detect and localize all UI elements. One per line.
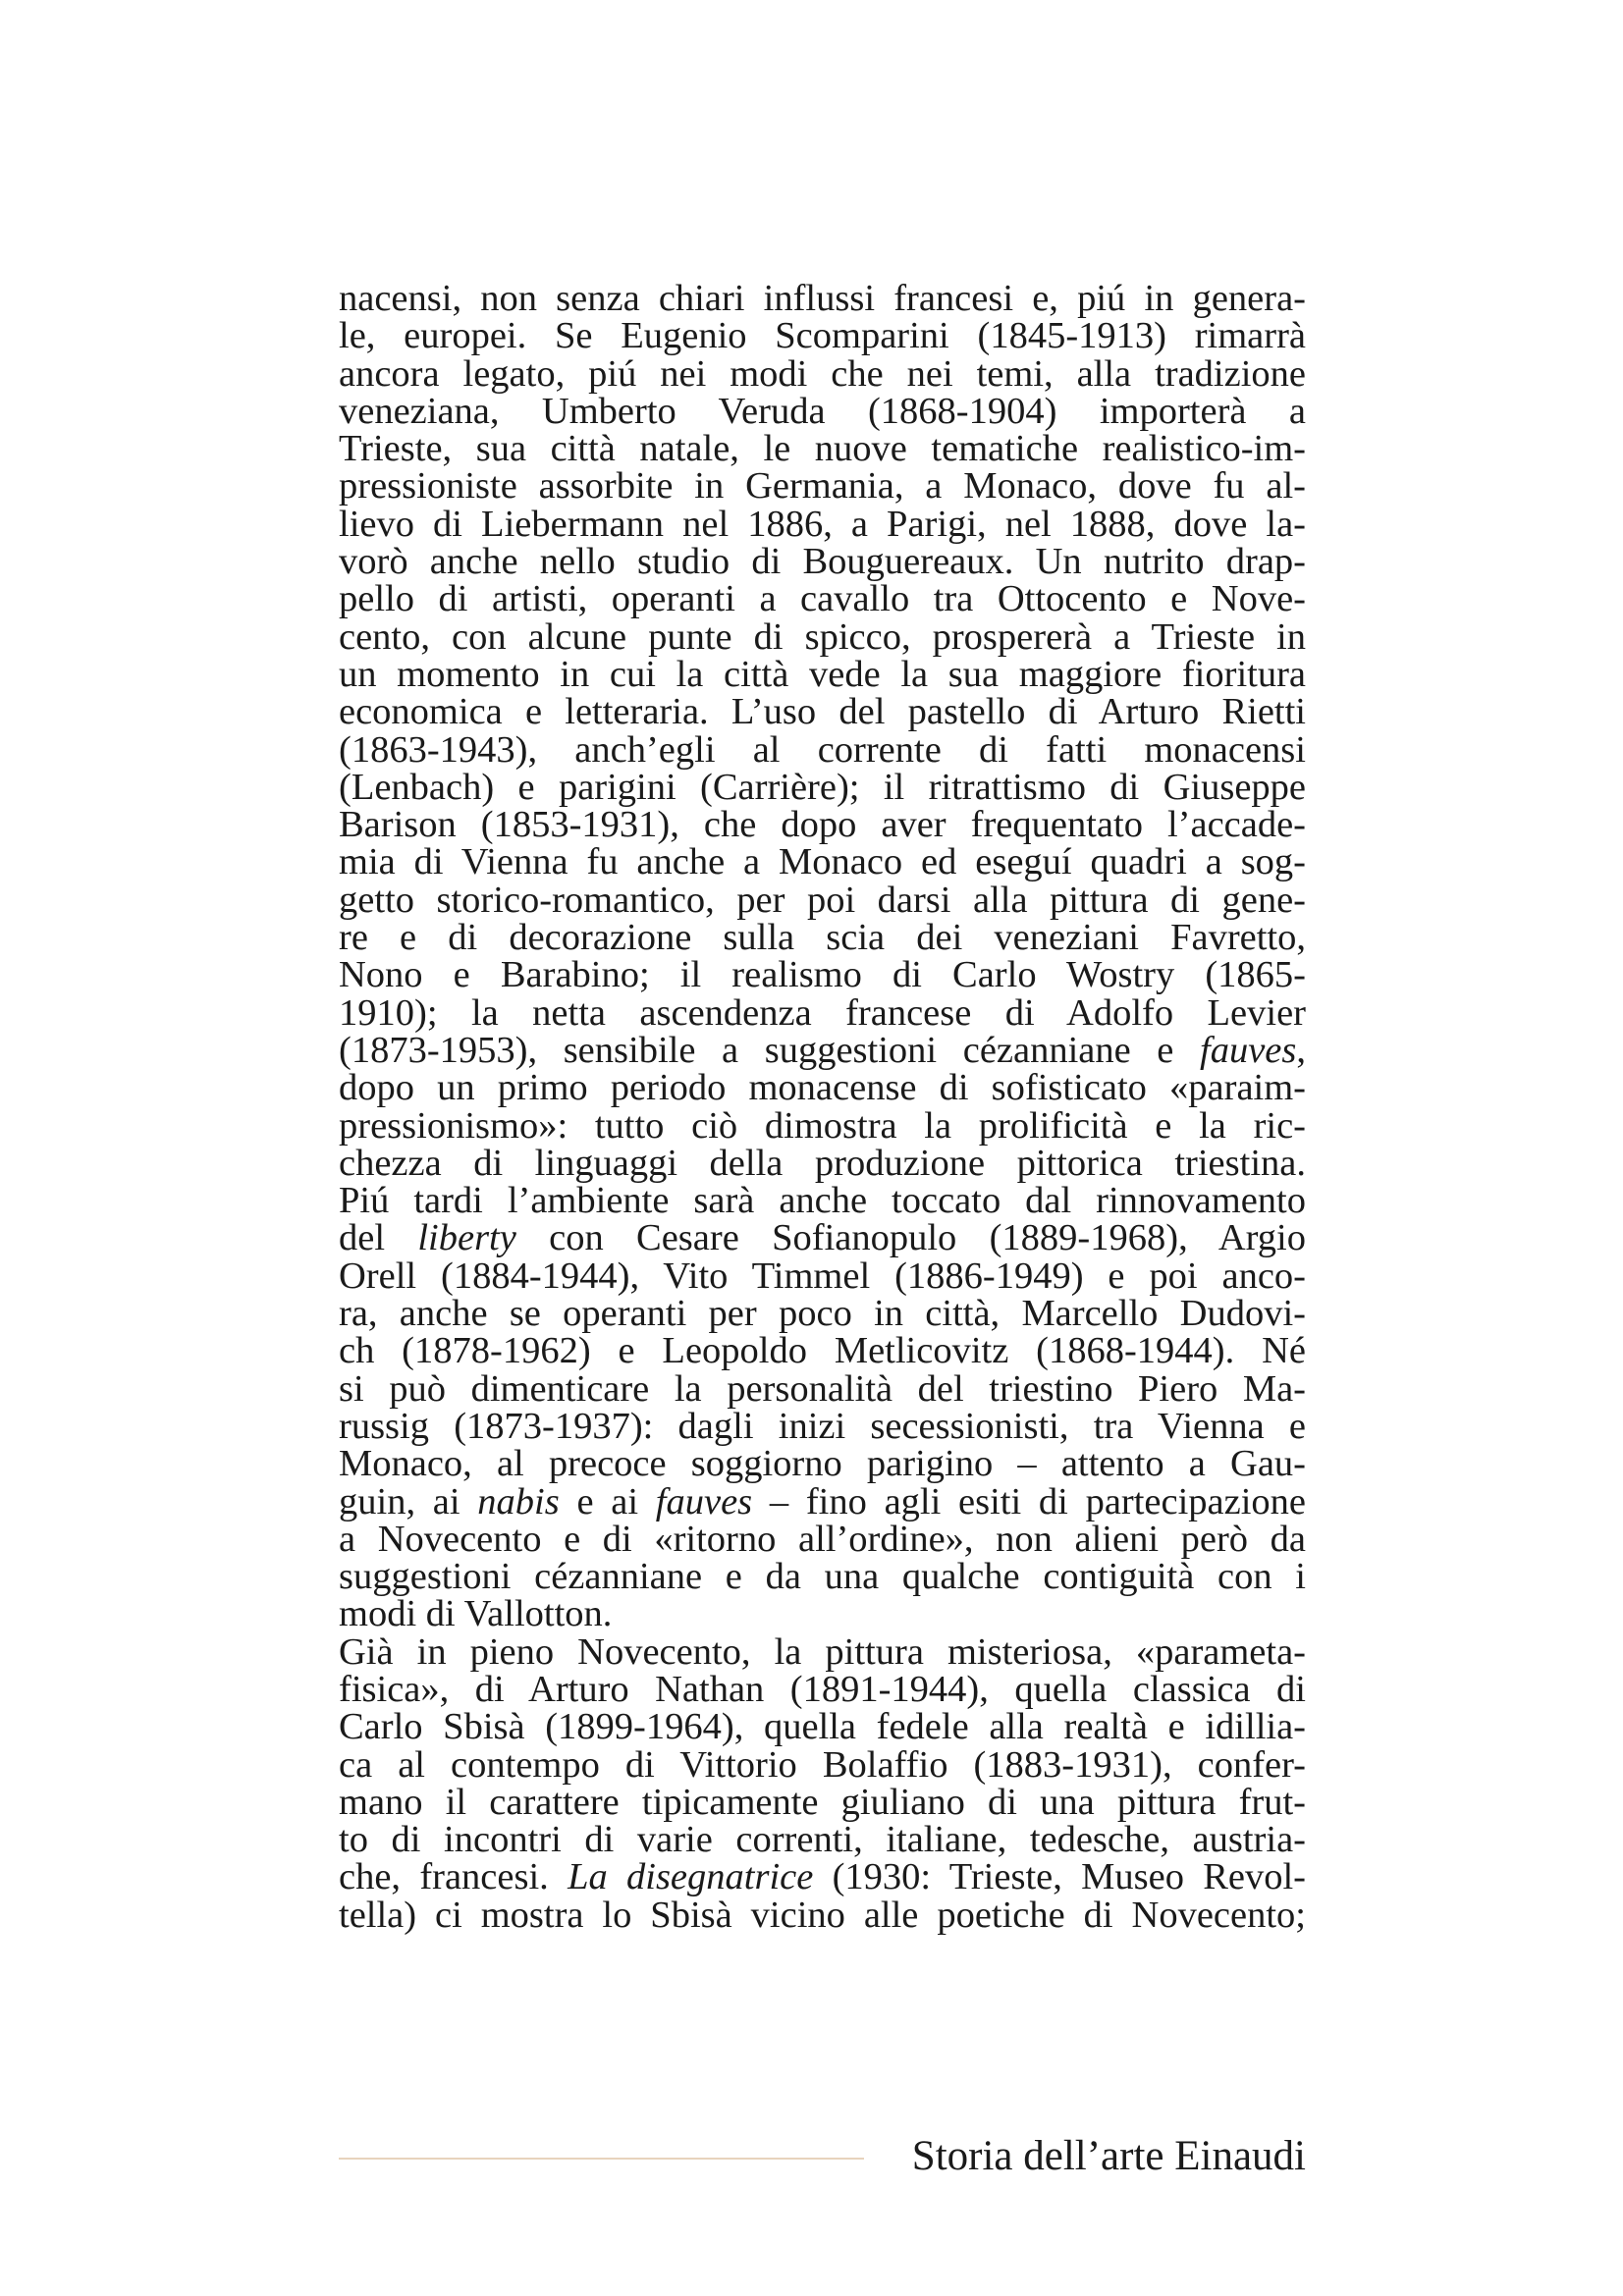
text-line: pello di artisti, operanti a cavallo tra Ottocento e Nove-: [339, 578, 1306, 620]
text-line: Piú tardi l’ambiente sarà anche toccato dal rinnovamento: [339, 1180, 1306, 1222]
text-run: del: [339, 1217, 418, 1259]
text-line: le, europei. Se Eugenio Scomparini (1845-1913) rimarrà: [339, 315, 1306, 357]
text-line: a Novecento e di «ritorno all’ordine», non alieni però da: [339, 1518, 1306, 1560]
text-run: con Cesare Sofianopulo (1889-1968), Argio: [515, 1217, 1306, 1259]
text-line: vorò anche nello studio di Bouguereaux. Un nutrito drap-: [339, 541, 1306, 583]
text-line: Orell (1884-1944), Vito Timmel (1886-1949) e poi anco-: [339, 1255, 1306, 1297]
text-line: ca al contempo di Vittorio Bolaffio (1883-1931), confer-: [339, 1743, 1306, 1786]
text-line: chezza di linguaggi della produzione pittorica triestina.: [339, 1142, 1306, 1184]
text-line: Carlo Sbisà (1899-1964), quella fedele alla realtà e idillia-: [339, 1706, 1306, 1748]
text-line: pressionismo»: tutto ciò dimostra la prolificità e la ric-: [339, 1104, 1306, 1147]
text-line: un momento in cui la città vede la sua maggiore fioritura: [339, 653, 1306, 695]
text-line: fisica», di Arturo Nathan (1891-1944), quella classica di: [339, 1668, 1306, 1710]
text-line: re e di decorazione sulla scia dei veneziani Favretto,: [339, 917, 1306, 959]
text-run: (1930: Trieste, Museo Revol-: [813, 1856, 1306, 1898]
text-line: (1863-1943), anch’egli al corrente di fatti monacensi: [339, 728, 1306, 771]
text-line: suggestioni cézanniane e da una qualche contiguità con i: [339, 1556, 1306, 1598]
text-line: ra, anche se operanti per poco in città, Marcello Dudovi-: [339, 1293, 1306, 1335]
text-line: getto storico-romantico, per poi darsi alla pittura di gene-: [339, 879, 1306, 921]
text-line: nacensi, non senza chiari influssi francesi e, piú in genera-: [339, 278, 1306, 319]
text-line: Monaco, al precoce soggiorno parigino – attento a Gau-: [339, 1443, 1306, 1485]
italic-term: liberty: [417, 1217, 516, 1259]
text-line: ancora legato, piú nei modi che nei temi, alla tradizione: [339, 352, 1306, 395]
text-line: Trieste, sua città natale, le nuove tematiche realistico-im-: [339, 428, 1306, 470]
footer-rule: [339, 2158, 864, 2160]
text-line: mia di Vienna fu anche a Monaco ed eseguí quadri a sog-: [339, 841, 1306, 883]
text-line: [339, 1217, 1306, 1259]
text-line: [339, 1480, 1307, 1522]
italic-title: La disegnatrice: [568, 1856, 814, 1898]
text-line: veneziana, Umberto Veruda (1868-1904) importerà a: [339, 390, 1306, 432]
text-run: (1873-1953), sensibile a suggestioni cézanniane e: [339, 1029, 1201, 1071]
text-line: pressioniste assorbite in Germania, a Monaco, dove fu al-: [339, 465, 1306, 507]
italic-term: fauves: [1200, 1029, 1297, 1071]
text-run: – fino agli esiti di partecipazione: [752, 1480, 1307, 1522]
text-run: e ai: [559, 1480, 656, 1522]
text-line: to di incontri di varie correnti, italiane, tedesche, austria-: [339, 1819, 1306, 1861]
text-line: modi di Vallotton.: [339, 1593, 613, 1635]
text-line: cento, con alcune punte di spicco, prospererà a Trieste in: [339, 615, 1306, 658]
text-line: 1910); la netta ascendenza francese di Adolfo Levier: [339, 991, 1306, 1034]
text-line: si può dimenticare la personalità del triestino Piero Ma-: [339, 1367, 1306, 1410]
text-line: Nono e Barabino; il realismo di Carlo Wostry (1865-: [339, 954, 1306, 996]
text-run: guin, ai: [339, 1480, 478, 1522]
text-line: Barison (1853-1931), che dopo aver frequentato l’accade-: [339, 804, 1306, 846]
footer-series-title: Storia dell’arte Einaudi: [911, 2133, 1306, 2179]
text-line: russig (1873-1937): dagli inizi secessionisti, tra Vienna e: [339, 1405, 1306, 1447]
text-line: [339, 1858, 1306, 1896]
text-line: tella) ci mostra lo Sbisà vicino alle poetiche di Novecento;: [339, 1894, 1306, 1936]
italic-term: nabis: [477, 1480, 560, 1522]
text-line: (Lenbach) e parigini (Carrière); il ritrattismo di Giuseppe: [339, 766, 1306, 808]
italic-term: fauves: [655, 1480, 753, 1522]
text-run: che, francesi.: [339, 1856, 568, 1898]
text-run: ,: [1296, 1029, 1306, 1071]
body-text: [339, 280, 1306, 1934]
text-line: dopo un primo periodo monacense di sofisticato «paraim-: [339, 1067, 1306, 1109]
text-line: economica e letteraria. L’uso del pastello di Arturo Rietti: [339, 691, 1306, 733]
text-line: Già in pieno Novecento, la pittura misteriosa, «parameta-: [339, 1630, 1306, 1673]
text-line: lievo di Liebermann nel 1886, a Parigi, nel 1888, dove la-: [339, 503, 1306, 545]
text-line: mano il carattere tipicamente giuliano di una pittura frut-: [339, 1781, 1306, 1823]
text-line: [339, 1029, 1306, 1071]
text-line: ch (1878-1962) e Leopoldo Metlicovitz (1868-1944). Né: [339, 1330, 1306, 1372]
